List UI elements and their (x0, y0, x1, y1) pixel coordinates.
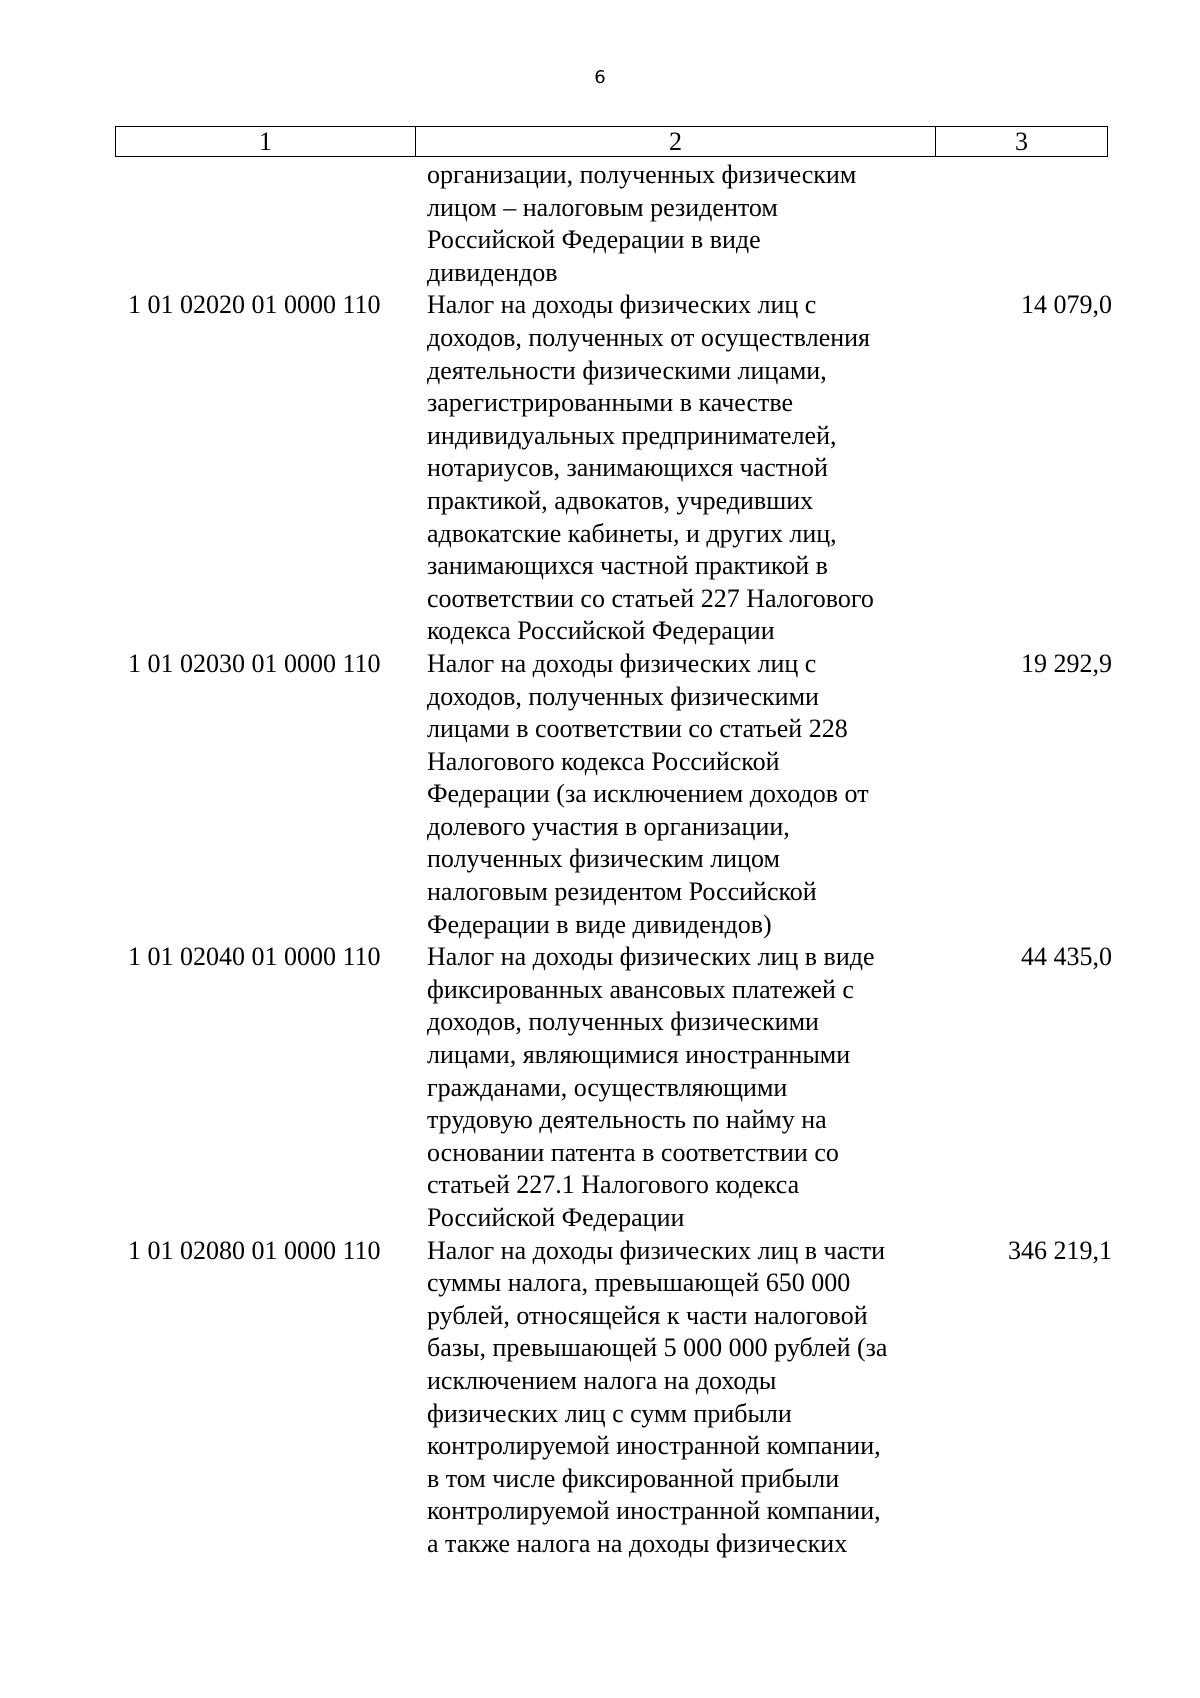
revenue-name (415, 289, 935, 648)
budget-classification-code: 1 01 02030 01 0000 110 (128, 648, 381, 678)
revenue-name-line: исключением налога на доходы (427, 1365, 777, 1395)
revenue-name-line: Налогового кодекса Российской (427, 746, 780, 776)
revenue-name-line: индивидуальных предпринимателей, (427, 420, 837, 450)
revenue-name-line: адвокатские кабинеты, и других лиц, (427, 518, 837, 548)
table-row (115, 159, 1120, 289)
budget-classification-code: 1 01 02020 01 0000 110 (128, 290, 381, 320)
revenue-name-line: лицами, являющимися иностранными (427, 1040, 851, 1070)
column-header-2: 2 (416, 127, 936, 157)
revenue-name-line: а также налога на доходы физических (427, 1528, 848, 1558)
revenue-name-line: Федерации в виде дивидендов) (427, 909, 772, 939)
revenue-name-line: долевого участия в организации, (427, 811, 790, 841)
revenue-name-line: Российской Федерации в виде (427, 225, 761, 255)
revenue-name-line: фиксированных авансовых платежей с (427, 974, 854, 1004)
page-number: 6 (594, 67, 606, 88)
amount: 346 219,1 (1008, 1235, 1112, 1265)
revenue-name-line: контролируемой иностранной компании, (427, 1496, 881, 1526)
revenue-name (415, 941, 935, 1234)
amount: 44 435,0 (1021, 942, 1112, 972)
table-row (115, 289, 1120, 648)
revenue-name-line: доходов, полученных от осуществления (427, 322, 871, 352)
revenue-name-line: трудовую деятельность по найму на (427, 1105, 827, 1135)
revenue-name-line: нотариусов, занимающихся частной (427, 453, 828, 483)
revenue-name-line: Российской Федерации (427, 1203, 685, 1232)
amount: 14 079,0 (1021, 290, 1112, 320)
revenue-name-line: организации, полученных физическим (427, 160, 857, 189)
revenue-name-line: Налог на доходы физических лиц с (427, 290, 817, 320)
column-header-1: 1 (116, 127, 416, 157)
revenue-name-line: лицом – налоговым резидентом (427, 192, 778, 222)
budget-classification-code: 1 01 02040 01 0000 110 (128, 942, 381, 972)
column-header-row (116, 127, 1108, 157)
column-header-table (115, 126, 1108, 157)
revenue-name-line: деятельности физическими лицами, (427, 355, 827, 385)
revenue-name (415, 648, 935, 941)
revenue-name-line: контролируемой иностранной компании, (427, 1431, 881, 1461)
budget-classification-code: 1 01 02080 01 0000 110 (128, 1235, 381, 1265)
revenue-name-line: рублей, относящейся к части налоговой (427, 1300, 868, 1330)
revenue-name-line: Налог на доходы физических лиц с (427, 648, 817, 678)
table-row (115, 1235, 1120, 1561)
revenue-name-line: зарегистрированными в качестве (427, 388, 794, 418)
revenue-name-line: лицами в соответствии со статьей 228 (427, 714, 848, 744)
revenue-name-line: базы, превышающей 5 000 000 рублей (за (427, 1333, 888, 1363)
table-body (115, 159, 1120, 1561)
revenue-name (415, 159, 935, 289)
revenue-name-line: кодекса Российской Федерации (427, 616, 775, 646)
revenue-name-line: налоговым резидентом Российской (427, 877, 817, 907)
revenue-name-line: доходов, полученных физическими (427, 681, 819, 711)
table-row (115, 648, 1120, 941)
column-header-3: 3 (936, 127, 1108, 157)
revenue-name-line: Налог на доходы физических лиц в виде (427, 942, 875, 972)
revenue-name-line: в том числе фиксированной прибыли (427, 1463, 840, 1493)
revenue-name-line: Налог на доходы физических лиц в части (427, 1235, 885, 1265)
revenue-name-line: доходов, полученных физическими (427, 1007, 819, 1037)
revenue-name (415, 1235, 935, 1561)
revenue-name-line: физических лиц с сумм прибыли (427, 1398, 792, 1428)
revenue-name-line: занимающихся частной практикой в (427, 551, 828, 581)
table-row (115, 941, 1120, 1234)
amount: 19 292,9 (1021, 648, 1112, 678)
revenue-name-line: полученных физическим лицом (427, 844, 780, 874)
revenue-name-line: суммы налога, превышающей 650 000 (427, 1268, 851, 1298)
revenue-name-line: практикой, адвокатов, учредивших (427, 485, 814, 515)
revenue-name-line: основании патента в соответствии со (427, 1137, 839, 1167)
revenue-name-line: Федерации (за исключением доходов от (427, 779, 869, 809)
revenue-name-line: соответствии со статьей 227 Налогового (427, 583, 874, 613)
revenue-name-line: дивидендов (427, 257, 558, 287)
revenue-name-line: статьей 227.1 Налогового кодекса (427, 1170, 800, 1200)
revenue-name-line: гражданами, осуществляющими (427, 1072, 788, 1102)
